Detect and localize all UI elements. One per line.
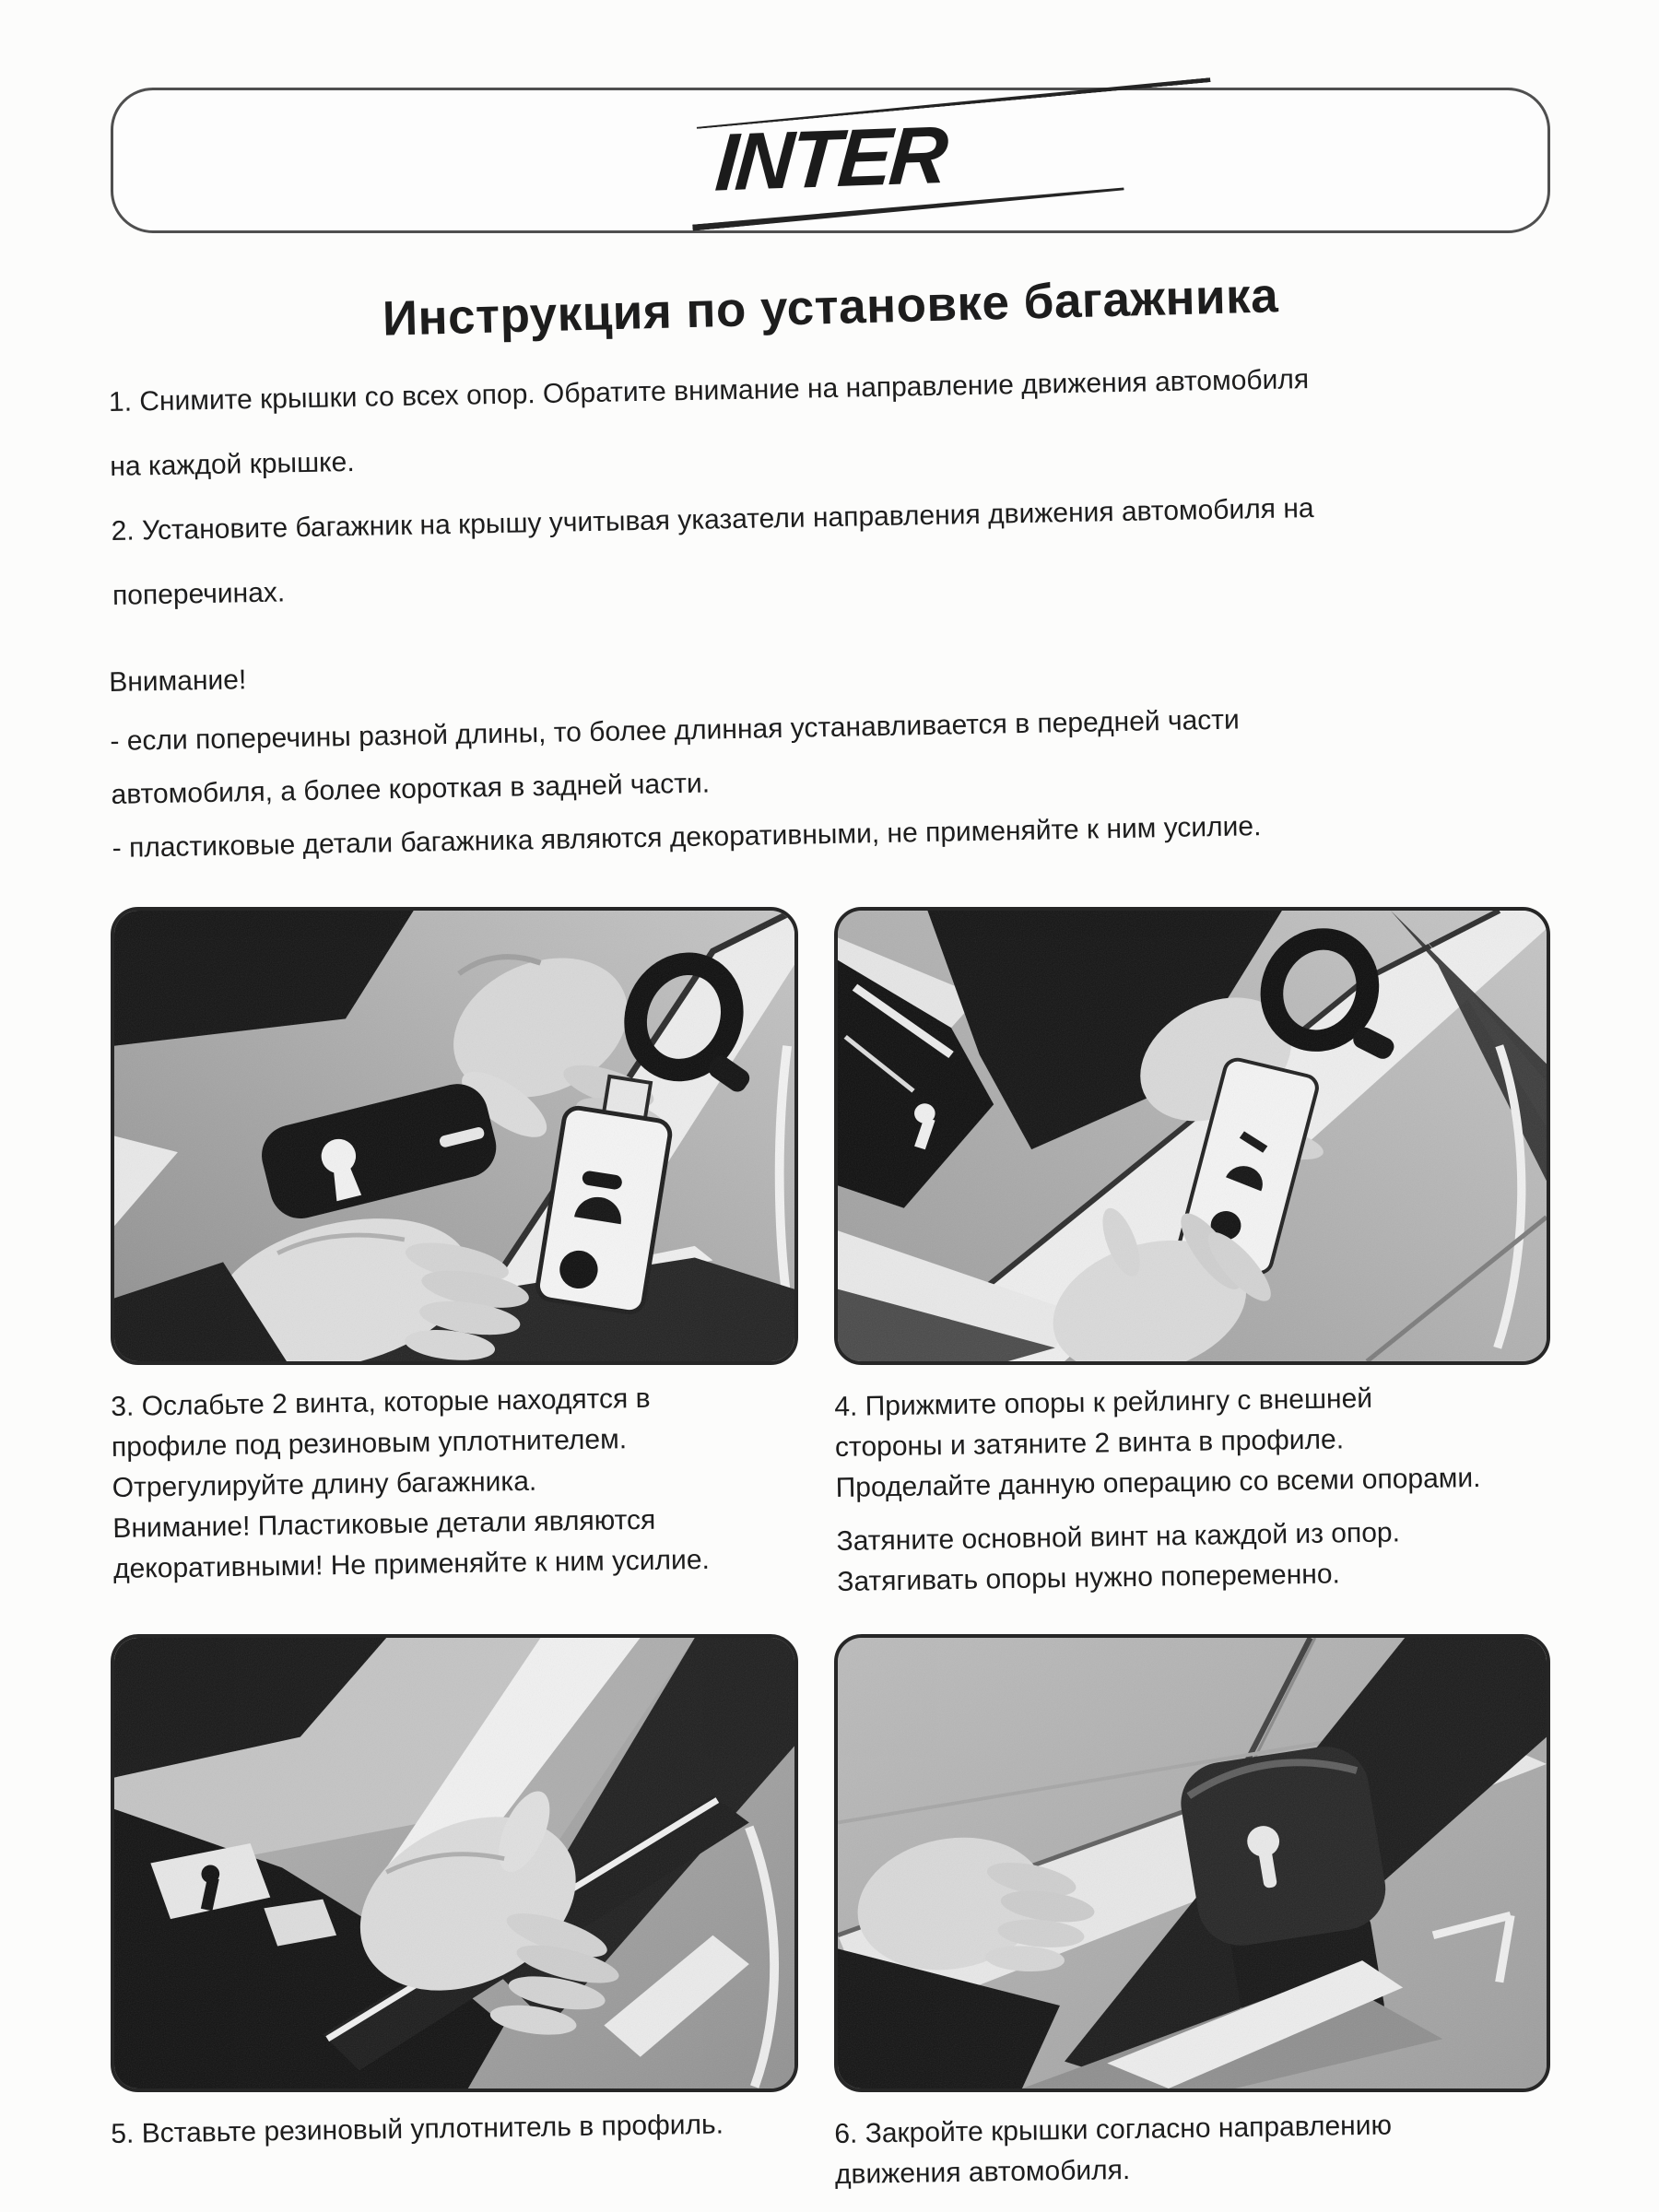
caption-line: Отрегулируйте длину багажника. bbox=[112, 1465, 537, 1503]
page-title: Инструкция по установке багажника bbox=[382, 268, 1279, 347]
photo-step-5-image bbox=[114, 1638, 794, 2088]
warning-line-2: автомобиля, а более короткая в задней части. bbox=[111, 768, 711, 810]
warning-title: Внимание! bbox=[108, 665, 247, 699]
caption-line: Затягивать опоры нужно попеременно. bbox=[837, 1559, 1341, 1597]
intro-line-1: 1. Снимите крышки со всех опор. Обратите внимание на направление движения автомобиля bbox=[108, 364, 1310, 418]
intro-paragraphs bbox=[108, 343, 1552, 629]
intro-line-3: 2. Установите багажник на крышу учитывая указатели направления движения автомобиля на bbox=[111, 492, 1314, 547]
brand-logo-box bbox=[111, 88, 1550, 233]
warning-section bbox=[109, 629, 1552, 876]
photo-step-3 bbox=[111, 907, 798, 1365]
caption-line: Проделайте данную операцию со всеми опорами. bbox=[835, 1462, 1481, 1503]
caption-line: профиле под резиновым уплотнителем. bbox=[111, 1424, 628, 1463]
caption-line: 6. Закройте крышки согласно направлению bbox=[834, 2110, 1393, 2149]
photo-step-6-image bbox=[838, 1638, 1547, 2088]
photo-step-4 bbox=[834, 907, 1550, 1365]
caption-line: 3. Ослабьте 2 винта, которые находятся в bbox=[111, 1382, 651, 1422]
caption-step-3 bbox=[111, 1376, 802, 1603]
caption-step-6 bbox=[834, 2103, 1551, 2195]
photo-grain bbox=[114, 911, 794, 1361]
caption-line: 4. Прижмите опоры к рейлингу с внешней bbox=[834, 1382, 1373, 1422]
photo-grain bbox=[838, 911, 1547, 1361]
caption-step-5 bbox=[111, 2103, 799, 2195]
caption-line: Внимание! Пластиковые детали являются bbox=[112, 1504, 656, 1544]
warning-line-3: - пластиковые детали багажника являются декоративными, не применяйте к ним усилие. bbox=[112, 811, 1262, 864]
warning-line-1: - если поперечины разной длины, то более длинная устанавливается в передней части bbox=[110, 704, 1241, 758]
logo-text: INTER bbox=[712, 108, 948, 208]
caption-line: Затяните основной винт на каждой из опор. bbox=[836, 1517, 1401, 1557]
photo-grain bbox=[114, 1638, 794, 2088]
brand-logo bbox=[712, 108, 948, 208]
steps-grid bbox=[111, 907, 1550, 2195]
caption-step-4 bbox=[834, 1376, 1554, 1603]
caption-line: стороны и затяните 2 винта в профиле. bbox=[834, 1424, 1345, 1463]
photo-grain bbox=[838, 1638, 1547, 2088]
photo-step-4-image bbox=[838, 911, 1547, 1361]
caption-line: 5. Вставьте резиновый уплотнитель в профиль. bbox=[111, 2109, 724, 2149]
caption-line: декоративными! Не применяйте к ним усилие. bbox=[112, 1544, 711, 1584]
photo-step-5 bbox=[111, 1634, 798, 2092]
caption-line: движения автомобиля. bbox=[834, 2154, 1131, 2190]
intro-line-2: на каждой крышке. bbox=[110, 446, 355, 483]
photo-step-3-image bbox=[114, 911, 794, 1361]
intro-line-4: поперечинах. bbox=[112, 577, 286, 611]
photo-step-6 bbox=[834, 1634, 1550, 2092]
